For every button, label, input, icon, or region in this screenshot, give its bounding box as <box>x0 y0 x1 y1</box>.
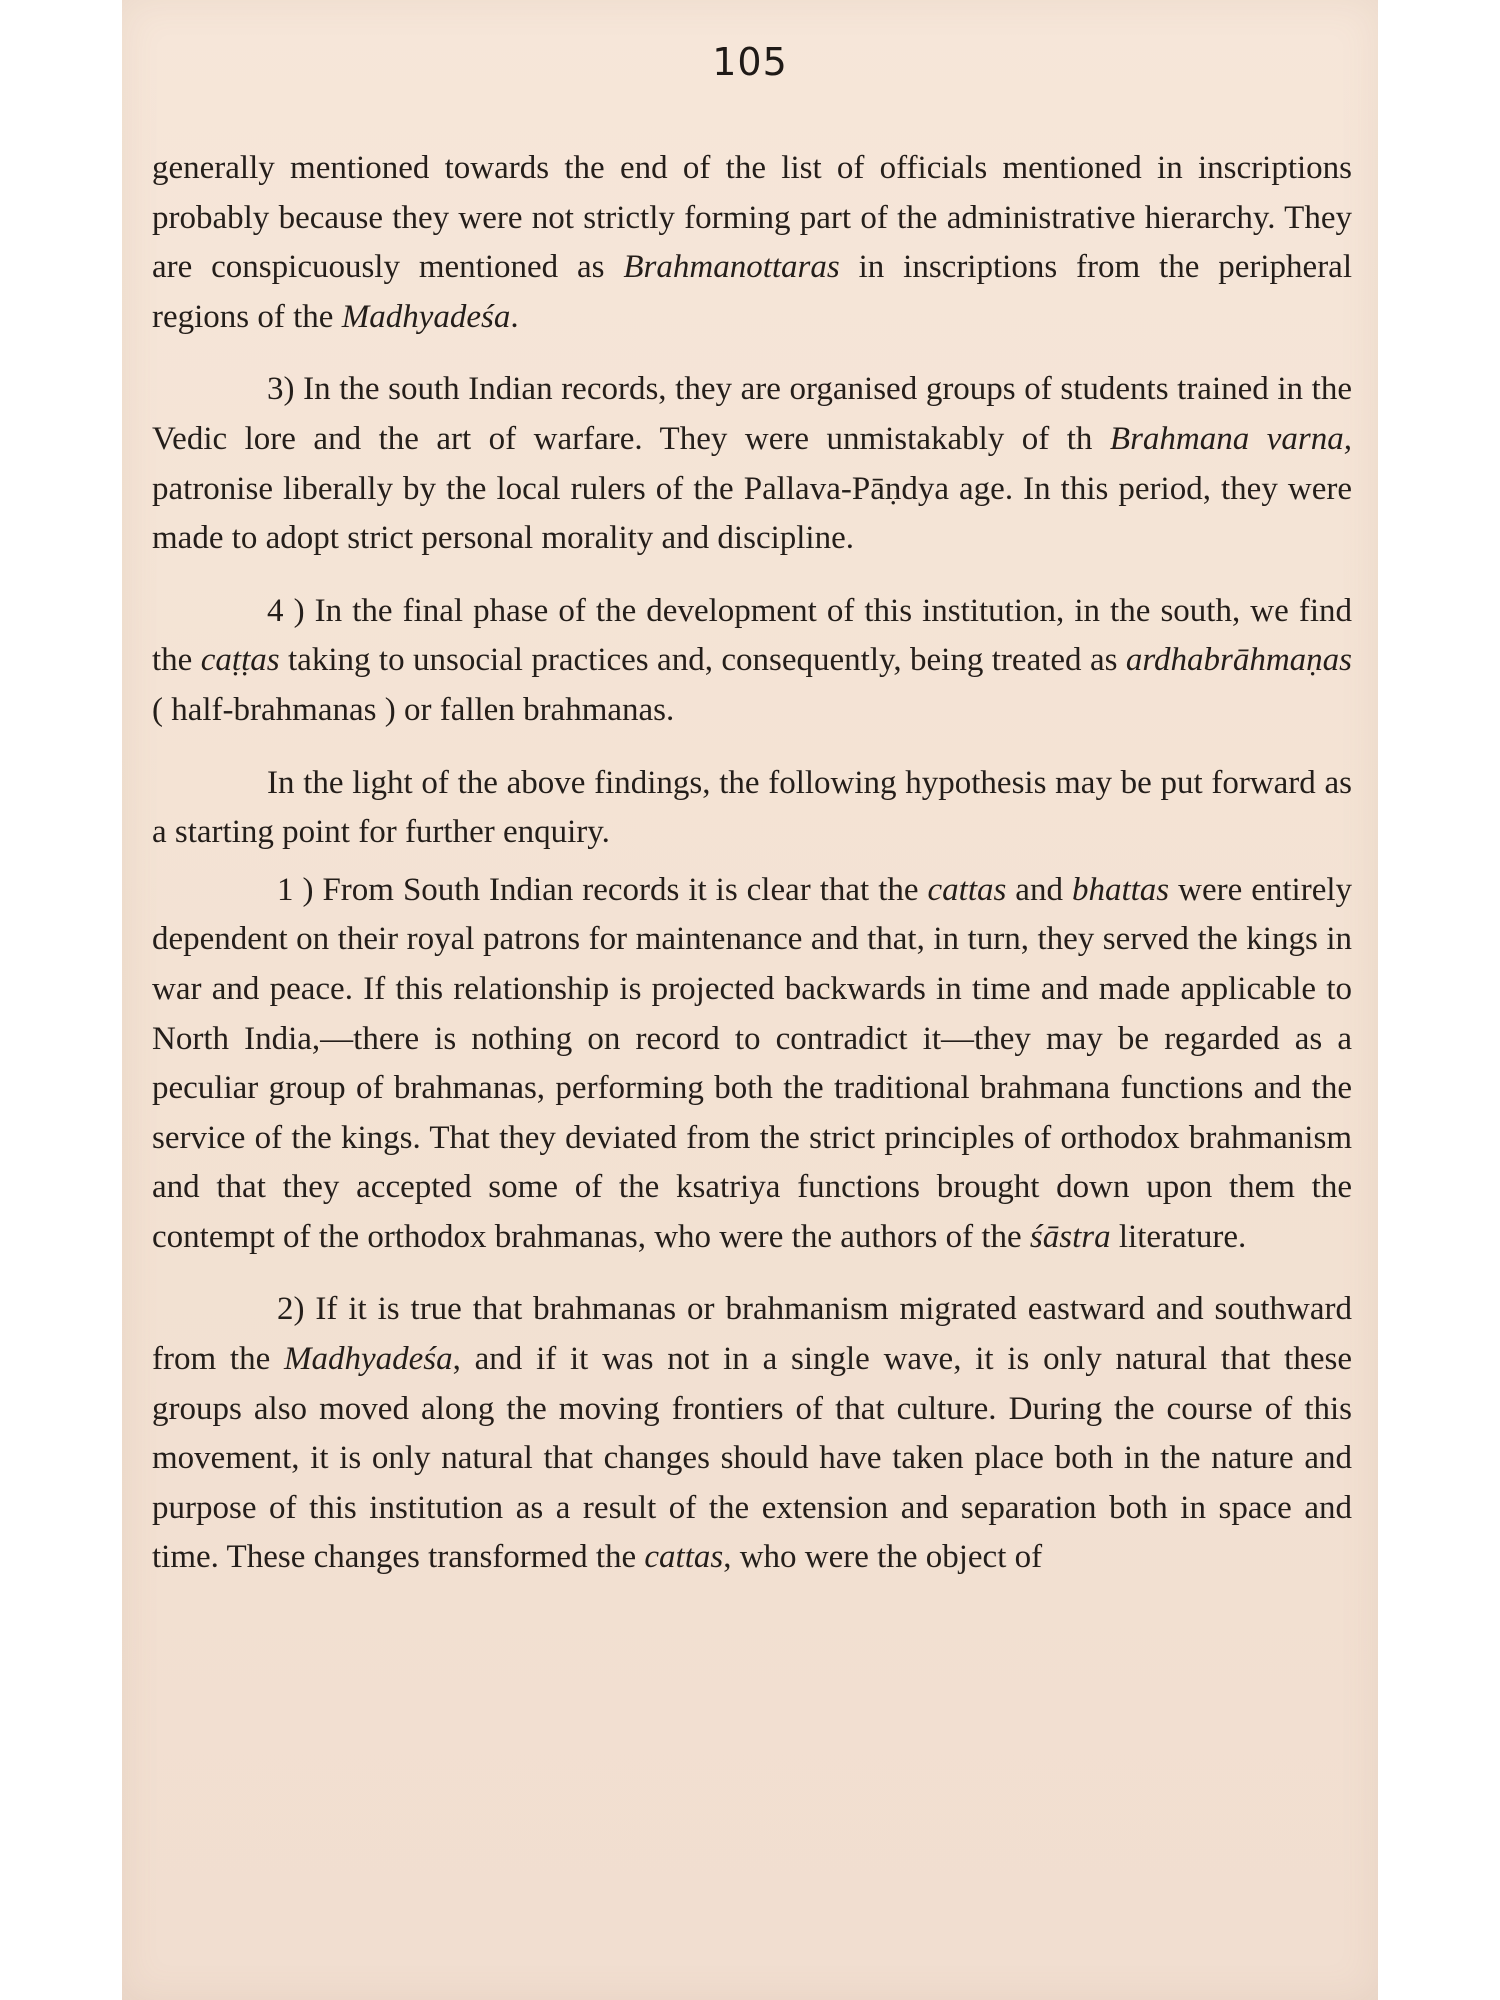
text-run: taking to unsocial practices and, consequently, being treated as <box>279 642 1126 679</box>
paragraph <box>152 144 1352 342</box>
italic-term: bhattas <box>1071 871 1170 908</box>
paragraph <box>152 365 1352 563</box>
text-run: , and if it was not in a single wave, it is only natural that these groups also moved along the moving frontiers of that culture. During the course of this movement, it is only natural that changes should have taken place both in the nature and purpose of this institution as a result of the extension and separation both in space and time. These changes transformed the <box>152 1341 1352 1576</box>
text-run: 3) In the south Indian records, they are organised groups of students trained in the Vedic lore and the art of warfare. They were unmistakably of th <box>152 371 1352 457</box>
text-run: 4 ) In the final phase of the development of this institution, in the south, we find the <box>152 592 1352 679</box>
book-page <box>122 0 1378 2000</box>
text-run: 2) If it is true that brahmanas or brahmanism migrated eastward and southward from the <box>152 1291 1352 1378</box>
text-run: ( half-brahmanas ) or fallen brahmanas. <box>152 691 675 728</box>
italic-term: Madhyadeśa <box>341 298 511 335</box>
body-text <box>152 144 1352 1606</box>
text-run: , who were the object of <box>723 1539 1043 1576</box>
italic-term: cattas <box>927 871 1007 908</box>
text-run: in inscriptions from the peripheral regions of the <box>152 249 1352 335</box>
italic-term: Madhyadeśa <box>284 1341 453 1378</box>
text-run: In the light of the above findings, the following hypothesis may be put forward as a starting point for further enquiry. <box>152 764 1352 851</box>
page-number: 105 <box>712 40 788 84</box>
italic-term: ardhabrāhmaṇas <box>1125 642 1353 679</box>
text-run: were entirely dependent on their royal patrons for maintenance and that, in turn, they served the kings in war and peace. If this relationship is projected backwards in time and made applicable to North India,—there is nothing on record to contradict it—they may be regarded as a peculiar group of brahmanas, performing both the traditional brahmana functions and the service of the kings. That they deviated from the strict principles of orthodox brahmanism and that they accepted some of the ksatriya functions brought down upon them the contempt of the orthodox brahmanas, who were the authors of the <box>152 871 1353 1255</box>
text-run: patronise liberally by the local rulers of the Pallava-Pāṇdya age. In this period, they were made to adopt strict personal morality and discipline. <box>152 470 1352 557</box>
text-run: literature. <box>1110 1218 1247 1255</box>
paragraph <box>152 866 1352 1263</box>
italic-term: cattas <box>644 1539 724 1576</box>
italic-term: caṭṭas <box>200 642 280 679</box>
text-run: and <box>1006 871 1072 908</box>
italic-term: Brahmana varna, <box>1109 420 1352 457</box>
text-run: 1 ) From South Indian records it is clear that the <box>277 871 928 908</box>
paragraph <box>152 759 1352 858</box>
italic-term: Brahmanottaras <box>623 249 840 286</box>
italic-term: śāstra <box>1029 1218 1111 1255</box>
paragraph <box>152 587 1352 736</box>
paragraph <box>152 1285 1352 1583</box>
text-run: . <box>510 298 519 335</box>
text-run: generally mentioned towards the end of the list of officials mentioned in inscriptions probably because they were not strictly forming part of the administrative hierarchy. They are conspicuously mentioned as <box>152 150 1352 286</box>
